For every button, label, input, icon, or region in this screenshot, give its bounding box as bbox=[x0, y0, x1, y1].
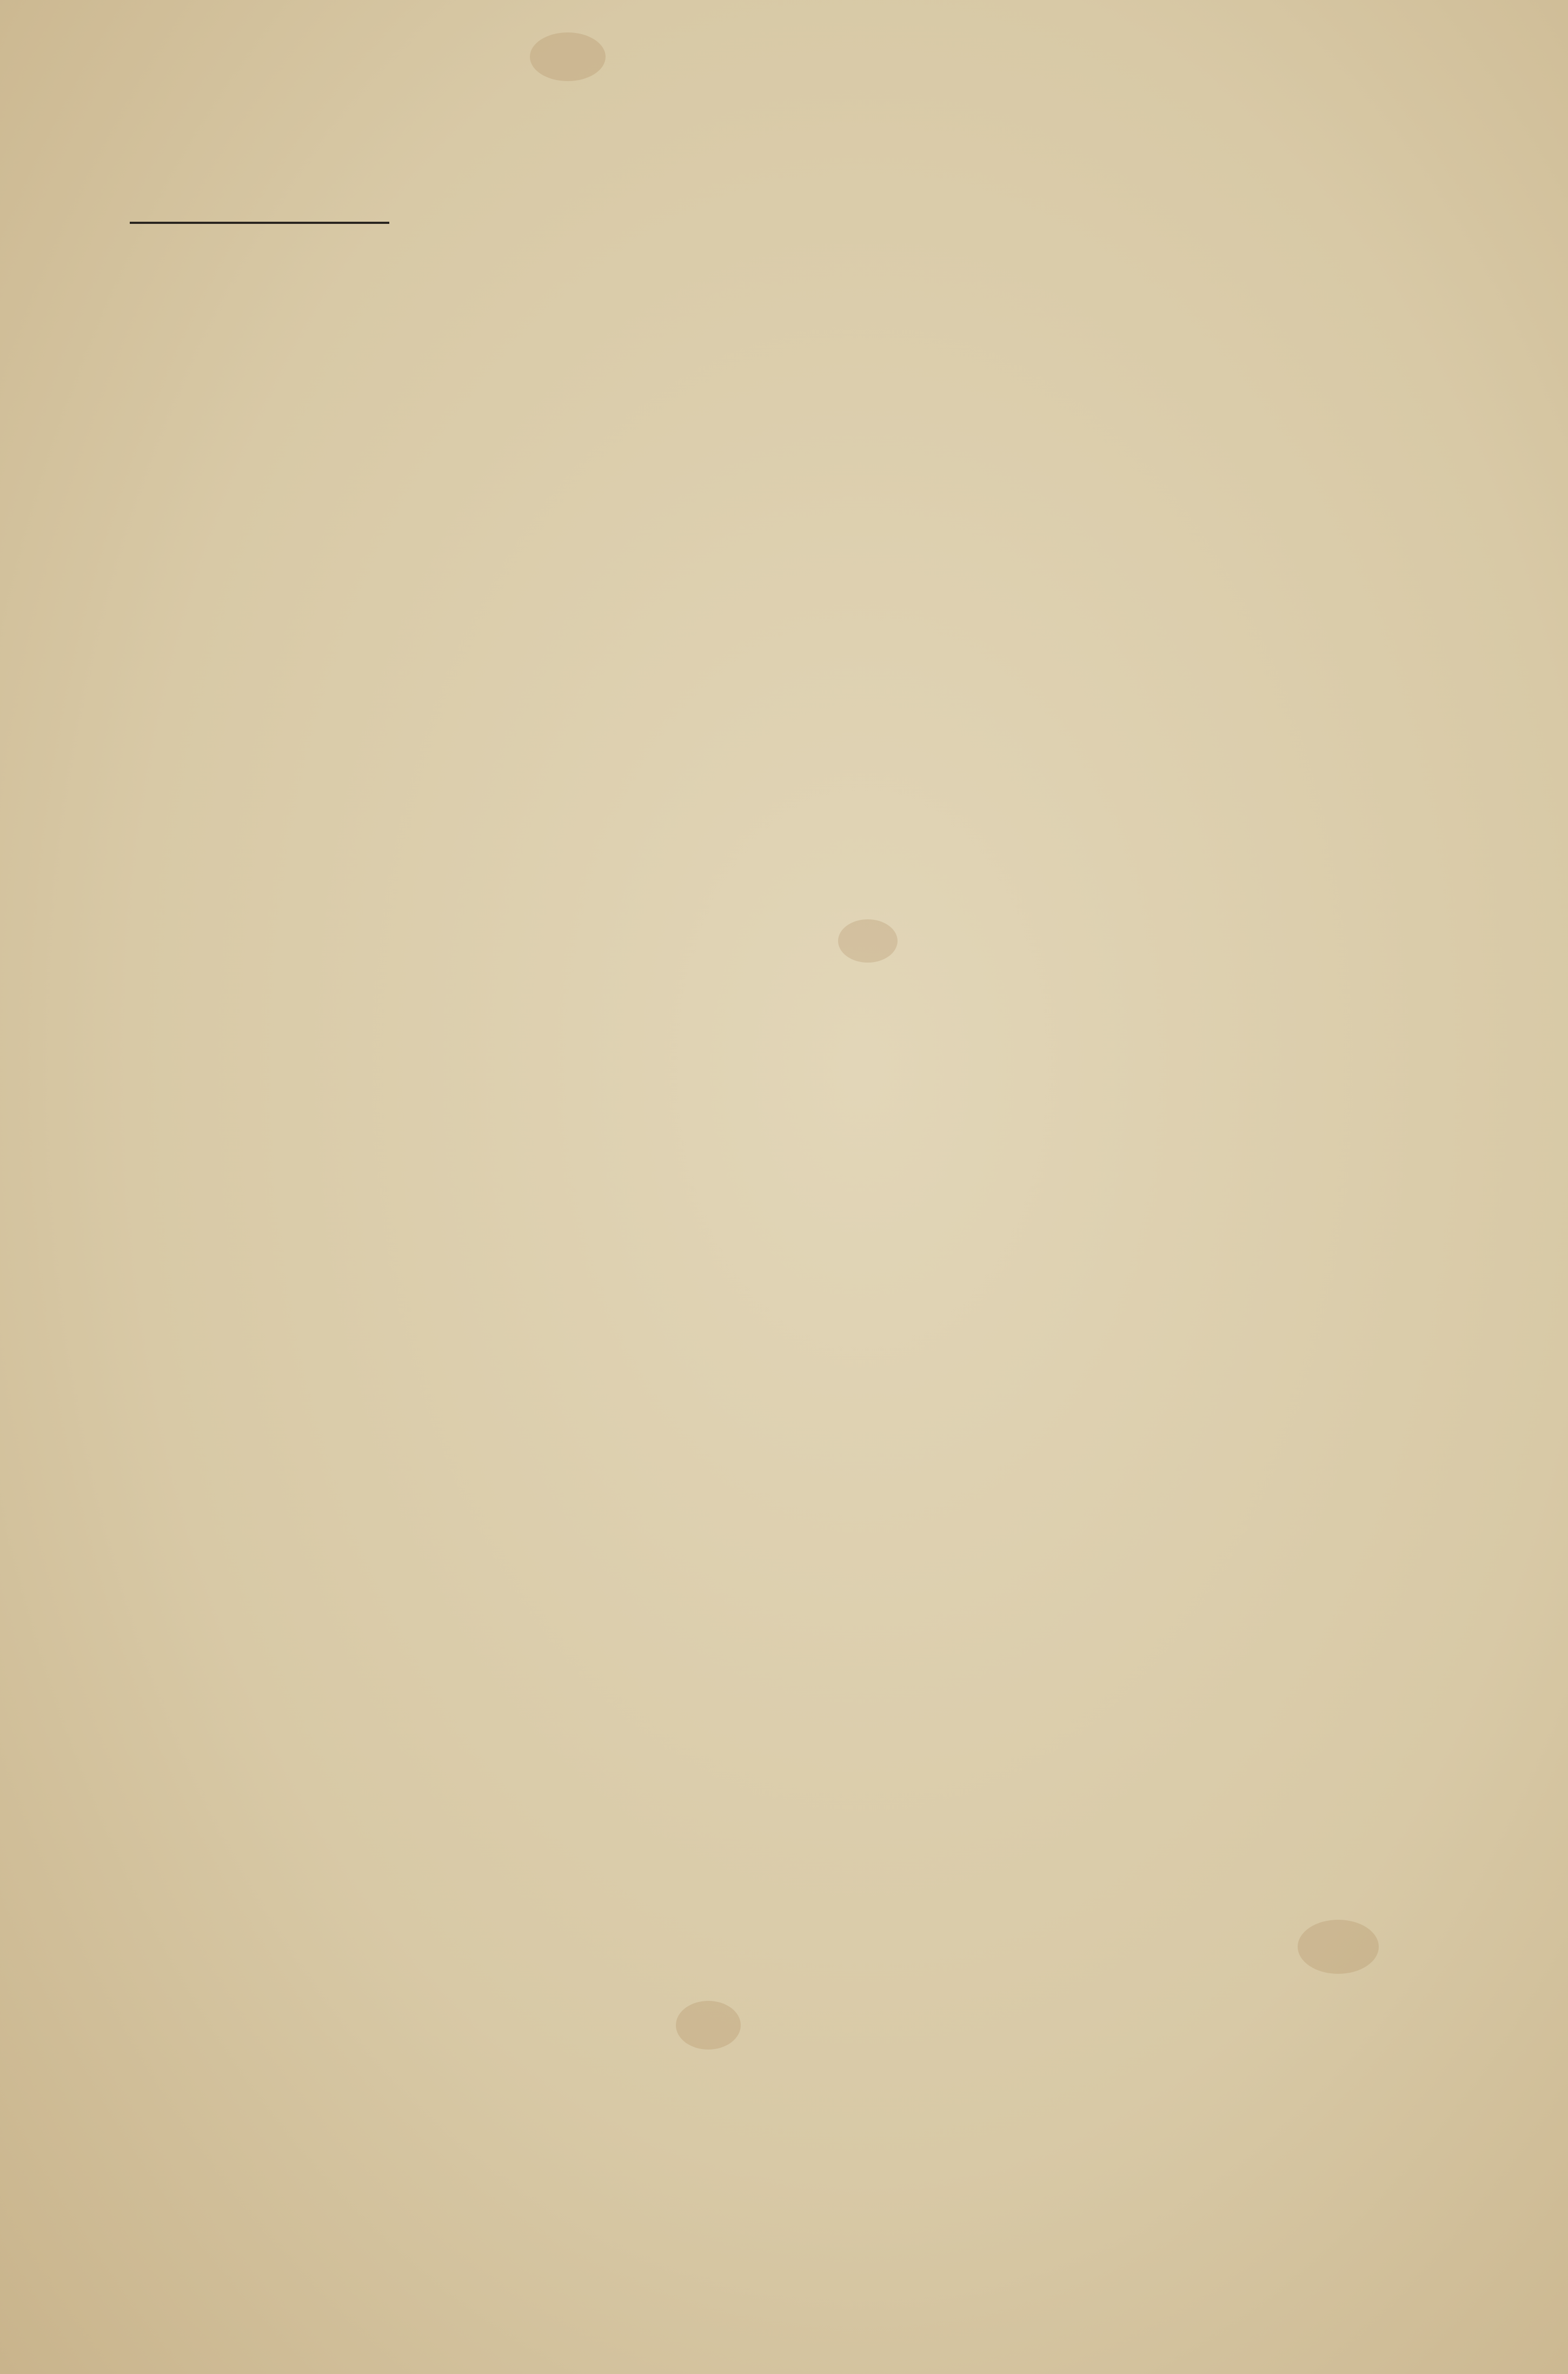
paper-stain bbox=[676, 2001, 741, 2050]
paper-stain bbox=[1298, 1920, 1379, 1974]
paper-stain bbox=[530, 32, 606, 81]
paper-stain bbox=[838, 919, 898, 963]
chapter-header bbox=[130, 162, 389, 224]
